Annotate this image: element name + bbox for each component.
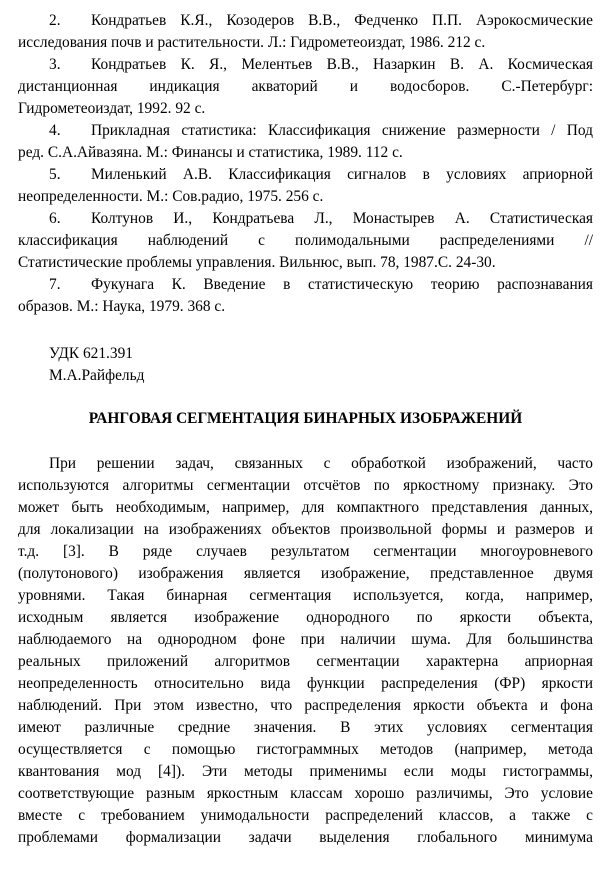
reference-line: Гидрометеоиздат, 1992. 92 с. bbox=[18, 100, 206, 117]
body-line: вместе с требованием унимодальности распределений классов, а также с bbox=[18, 807, 593, 824]
body-line: реальных приложений алгоритмов сегментации характерна априорная bbox=[18, 653, 593, 670]
body-line: (полутонового) изображения является изображение, представленное двумя bbox=[18, 565, 593, 582]
reference-line: 3. Кондратьев К. Я., Мелентьев В.В., Назаркин В. А. Космическая bbox=[18, 54, 593, 76]
body-line: неопределенность относительно вида функции распределения (ФР) яркости bbox=[18, 675, 593, 692]
reference-line: ред. С.А.Айвазяна. М.: Финансы и статистика, 1989. 112 с. bbox=[18, 144, 403, 161]
reference-line: 2. Кондратьев К.Я., Козодеров В.В., Федченко П.П. Аэрокосмические bbox=[18, 10, 593, 32]
reference-line: 4. Прикладная статистика: Классификация снижение размерности / Под bbox=[18, 120, 593, 142]
body-line: может быть необходимым, например, для компактного представления данных, bbox=[18, 499, 593, 516]
body-line: наблюдений. При этом известно, что распределения яркости объекта и фона bbox=[18, 697, 593, 714]
reference-line: неопределенности. М.: Сов.радио, 1975. 256 с. bbox=[18, 188, 324, 205]
body-line: используются алгоритмы сегментации отсчётов по яркостному признаку. Это bbox=[18, 477, 593, 494]
body-line: При решении задач, связанных с обработкой изображений, часто bbox=[49, 455, 593, 472]
reference-line: 6. Колтунов И., Кондратьева Л., Монастырев А. Статистическая bbox=[18, 208, 593, 230]
reference-line: исследования почв и растительности. Л.: Гидрометеоиздат, 1986. 212 с. bbox=[18, 34, 486, 51]
body-line: проблемами формализации задачи выделения глобального минимума bbox=[18, 829, 593, 846]
reference-line: 7. Фукунага К. Введение в статистическую теорию распознавания bbox=[18, 274, 593, 296]
reference-line: Статистические проблемы управления. Вильнюс, вып. 78, 1987.С. 24-30. bbox=[18, 254, 496, 271]
body-line: т.д. [3]. В ряде случаев результатом сегментации многоуровневого bbox=[18, 543, 593, 560]
body-line: имеют различные средние значения. В этих условиях сегментация bbox=[18, 719, 593, 736]
reference-number: 7. bbox=[49, 276, 61, 293]
reference-number: 3. bbox=[49, 56, 61, 73]
author-name: М.А.Райфельд bbox=[49, 367, 145, 384]
body-line: уровнями. Такая бинарная сегментация используется, когда, например, bbox=[18, 587, 593, 604]
udk-code: УДК 621.391 bbox=[49, 345, 133, 362]
body-line: исходным является изображение однородного по яркости объекта, bbox=[18, 609, 593, 626]
reference-line: 5. Миленький А.В. Классификация сигналов в условиях априорной bbox=[18, 164, 593, 186]
reference-number: 4. bbox=[49, 122, 61, 139]
reference-number: 2. bbox=[49, 12, 61, 29]
body-line: квантования мод [4]). Эти методы применимы если моды гистограммы, bbox=[18, 763, 593, 780]
reference-line: классификация наблюдений с полимодальными распределениями // bbox=[18, 232, 593, 249]
reference-number: 6. bbox=[49, 210, 61, 227]
reference-line: образов. М.: Наука, 1979. 368 с. bbox=[18, 298, 226, 315]
body-line: наблюдаемого на однородном фоне при наличии шума. Для большинства bbox=[18, 631, 593, 648]
article-title: РАНГОВАЯ СЕГМЕНТАЦИЯ БИНАРНЫХ ИЗОБРАЖЕНИЙ bbox=[88, 410, 523, 427]
reference-line: дистанционная индикация акваторий и водосборов. С.-Петербург: bbox=[18, 78, 593, 95]
body-line: для локализации на изображениях объектов произвольной формы и размеров и bbox=[18, 521, 593, 538]
reference-number: 5. bbox=[49, 166, 61, 183]
body-line: осуществляется с помощью гистограммных методов (например, метода bbox=[18, 741, 593, 758]
body-line: соответствующие разным яркостным классам хорошо различимы, Это условие bbox=[18, 785, 593, 802]
